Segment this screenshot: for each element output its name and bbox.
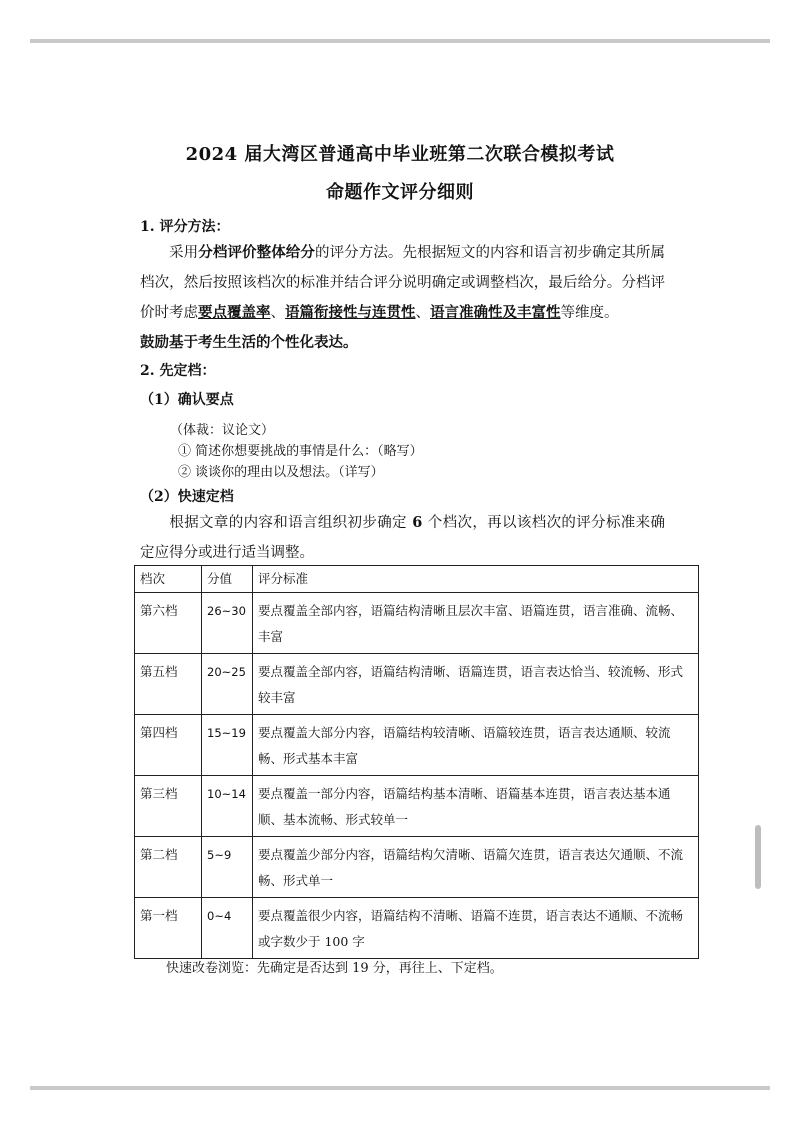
table-header-row [135,566,699,593]
criterion-coverage: 要点覆盖率 [198,304,271,321]
criteria-cell: 要点覆盖全部内容，语篇结构清晰且层次丰富、语篇连贯，语言准确、流畅、丰富 [253,593,699,654]
quick-grading-heading: （2）快速定档 [140,489,234,505]
personalized-expression-note: 鼓励基于考生生活的个性化表达。 [140,334,358,351]
score-cell: 5~9 [202,837,253,898]
grade-cell: 第五档 [135,654,202,715]
table-row [135,898,699,959]
header-score: 分值 [202,566,253,593]
criterion-coherence: 语篇衔接性与连贯性 [285,304,416,321]
section-1-heading: 1. 评分方法： [140,219,230,235]
table-row [135,593,699,654]
score-cell: 0~4 [202,898,253,959]
criteria-cell: 要点覆盖少部分内容，语篇结构欠清晰、语篇欠连贯，语言表达欠通顺、不流畅、形式单一 [253,837,699,898]
section-2-heading: 2. 先定档： [140,363,216,379]
grade-cell: 第三档 [135,776,202,837]
top-divider [30,39,770,43]
header-criteria: 评分标准 [253,566,699,593]
score-cell: 26~30 [202,593,253,654]
grade-cell: 第二档 [135,837,202,898]
score-cell: 10~14 [202,776,253,837]
scoring-method-paragraph: 采用分档评价整体给分的评分方法。先根据短文的内容和语言初步确定其所属档次，然后按照该档次的标准并结合评分说明确定或调整档次，最后给分。分档评价时考虑要点覆盖率、语篇衔接性与连贯性、语言准确性及丰富性等维度。 鼓励基于考生生活的个性化表达。 [140,244,666,351]
score-cell: 20~25 [202,654,253,715]
grade-cell: 第四档 [135,715,202,776]
score-cell: 15~19 [202,715,253,776]
grade-cell: 第六档 [135,593,202,654]
holistic-scoring-emphasis: 分档评价整体给分 [198,244,315,261]
document-subtitle: 命题作文评分细则 [326,182,474,203]
criterion-language: 语言准确性及丰富性 [430,304,561,321]
grade-cell: 第一档 [135,898,202,959]
quick-grading-paragraph: 根据文章的内容和语言组织初步确定 6 个档次，再以该档次的评分标准来确定应得分或进行适当调整。 [140,514,666,561]
criteria-cell: 要点覆盖一部分内容，语篇结构基本清晰、语篇基本连贯，语言表达基本通顺、基本流畅、形式较单一 [253,776,699,837]
document-title: 2024 届大湾区普通高中毕业班第二次联合模拟考试 [185,144,615,165]
table-row [135,776,699,837]
genre-note: （体裁：议论文） [170,423,275,438]
table-row [135,837,699,898]
key-point-1: ① 简述你想要挑战的事情是什么：（略写） [178,444,423,459]
scrollbar-thumb[interactable] [755,825,761,889]
criteria-cell: 要点覆盖全部内容，语篇结构清晰、语篇连贯，语言表达恰当、较流畅、形式较丰富 [253,654,699,715]
table-row [135,654,699,715]
criteria-cell: 要点覆盖大部分内容，语篇结构较清晰、语篇较连贯，语言表达通顺、较流畅、形式基本丰富 [253,715,699,776]
confirm-points-heading: （1）确认要点 [140,392,234,408]
criteria-cell: 要点覆盖很少内容，语篇结构不清晰、语篇不连贯，语言表达不通顺、不流畅或字数少于 100 字 [253,898,699,959]
table-row [135,715,699,776]
header-grade: 档次 [135,566,202,593]
grading-table [134,565,699,959]
bottom-divider [30,1086,770,1090]
quick-review-note: 快速改卷浏览：先确定是否达到 19 分，再往上、下定档。 [166,961,503,976]
key-point-2: ② 谈谈你的理由以及想法。（详写） [178,465,384,480]
